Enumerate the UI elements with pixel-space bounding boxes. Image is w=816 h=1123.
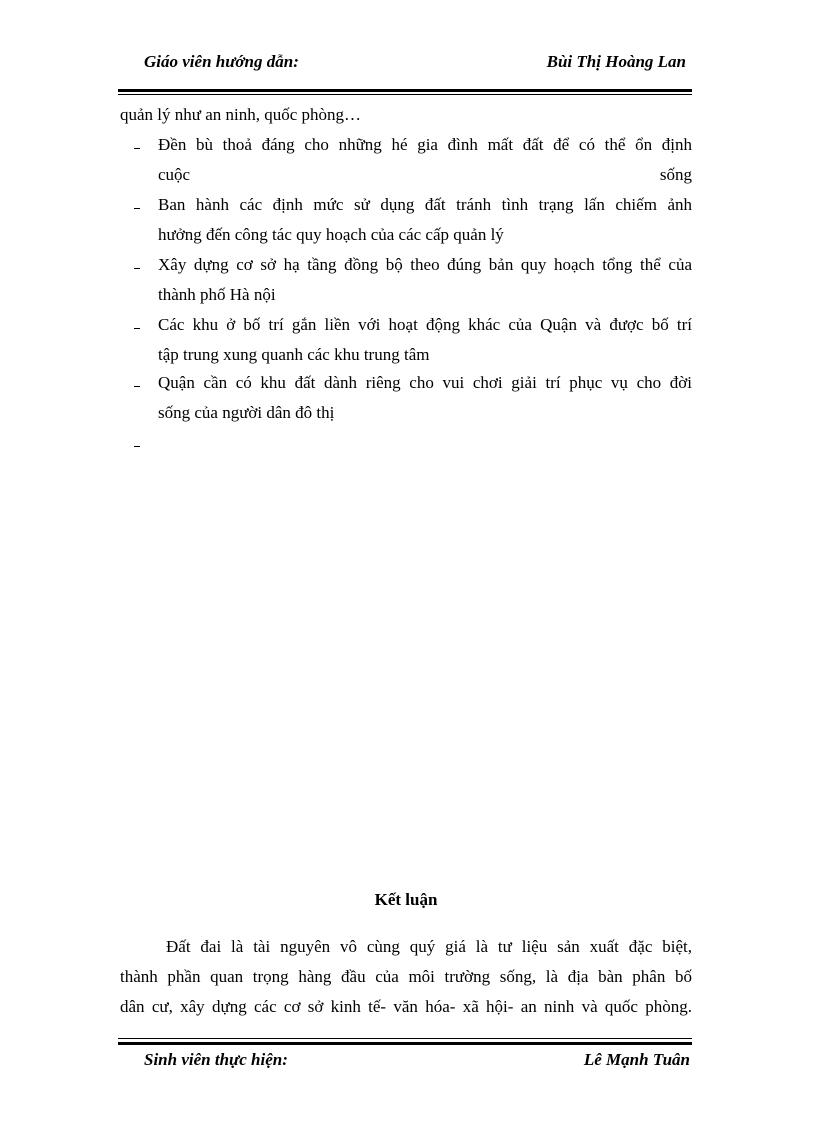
- footer-rule-thick: [118, 1042, 692, 1045]
- bullet-5-line-2: sống của người dân đô thị: [158, 403, 335, 422]
- header-rule-thin: [118, 94, 692, 95]
- footer-rule-thin: [118, 1038, 692, 1039]
- page-header: [144, 52, 692, 78]
- bullet-1-line-2-right: sống: [659, 165, 692, 184]
- bullet-dash: [134, 310, 146, 340]
- bullet-dash: [134, 250, 146, 280]
- footer-student-name: Lê Mạnh Tuân: [583, 1050, 690, 1069]
- header-supervisor-name: Bùi Thị Hoàng Lan: [546, 52, 686, 71]
- bullet-1-line-2: [158, 160, 692, 190]
- bullet-5-line-1: Quận cần có khu đất dành riêng cho vui chơi giải trí phục vụ cho đời: [158, 373, 692, 392]
- bullet-1-line-2-left: cuộc: [158, 165, 191, 184]
- bullet-dash-empty: [134, 428, 146, 458]
- bullet-dash: [134, 130, 146, 160]
- header-rule-thick: [118, 89, 692, 92]
- bullet-2-line-2: hưởng đến công tác quy hoạch của các cấp quản lý: [158, 225, 504, 244]
- conclusion-line-1: Đất đai là tài nguyên vô cùng quý giá là tư liệu sản xuất đặc biệt,: [166, 937, 692, 956]
- header-supervisor-label: Giáo viên hướng dẫn:: [144, 52, 299, 71]
- bullet-4-line-2: tập trung xung quanh các khu trung tâm: [158, 345, 430, 364]
- conclusion-line-2: thành phần quan trọng hàng đầu của môi trường sống, là địa bàn phân bố: [120, 967, 692, 986]
- bullet-dash: [134, 190, 146, 220]
- bullet-3-line-1: Xây dựng cơ sở hạ tầng đồng bộ theo đúng bản quy hoạch tổng thể của: [158, 255, 692, 274]
- bullet-1-line-1: Đền bù thoả đáng cho những hé gia đình mất đất để có thể ổn định: [158, 135, 692, 154]
- bullet-4-line-1: Các khu ở bố trí gắn liền với hoạt động khác của Quận và được bố trí: [158, 315, 692, 334]
- page-footer: [144, 1050, 692, 1076]
- footer-student-label: Sinh viên thực hiện:: [144, 1050, 288, 1069]
- conclusion-title: Kết luận: [374, 890, 438, 909]
- bullet-dash: [134, 368, 146, 398]
- bullet-2-line-1: Ban hành các định mức sử dụng đất tránh tình trạng lấn chiếm ảnh: [158, 195, 692, 214]
- conclusion-line-3: dân cư, xây dựng các cơ sở kinh tế- văn hóa- xã hội- an ninh và quốc phòng.: [120, 997, 692, 1016]
- bullet-3-line-2: thành phố Hà nội: [158, 285, 276, 304]
- intro-line: quản lý như an ninh, quốc phòng…: [120, 105, 362, 124]
